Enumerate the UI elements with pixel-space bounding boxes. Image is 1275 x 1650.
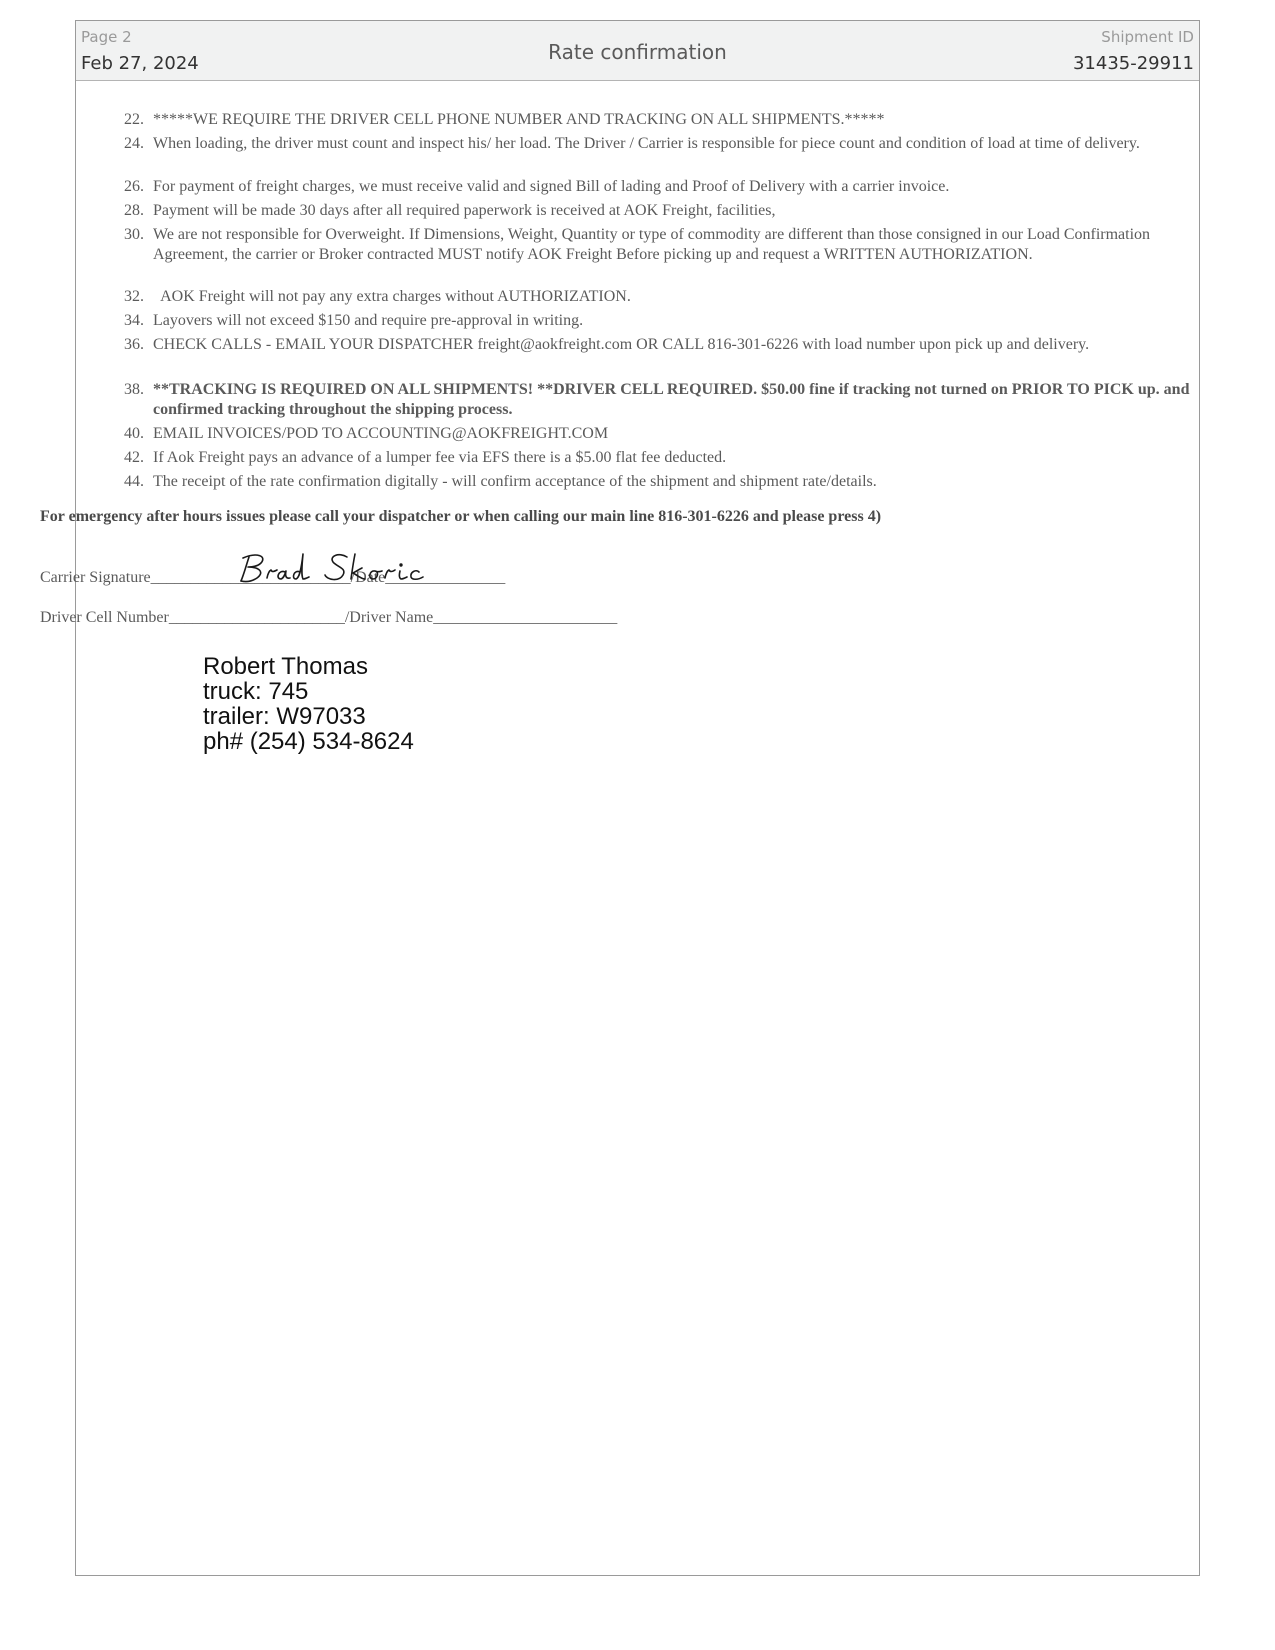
page-number: Page 2	[81, 28, 132, 46]
truck-number: truck: 745	[203, 678, 309, 705]
page-header	[76, 21, 1199, 81]
shipment-id: 31435-29911	[1072, 53, 1194, 74]
term-text: EMAIL INVOICES/POD TO ACCOUNTING@AOKFREIGHT.COM	[153, 425, 609, 442]
document-date: Feb 27, 2024	[81, 53, 199, 74]
document-title: Rate confirmation	[548, 40, 727, 64]
term-text: For payment of freight charges, we must receive valid and signed Bill of lading and Proof of Delivery with a carrier invoice.	[153, 178, 950, 195]
handwritten-signature	[237, 548, 447, 590]
term-text: AOK Freight will not pay any extra charges without AUTHORIZATION.	[153, 288, 631, 305]
term-text: Payment will be made 30 days after all required paperwork is received at AOK Freight, facilities,	[153, 202, 776, 219]
term-text: The receipt of the rate confirmation digitally - will confirm acceptance of the shipment and shipment rate/details.	[153, 473, 877, 490]
term-number: 32.	[124, 288, 144, 305]
term-number: 22.	[124, 111, 144, 128]
term-text: When loading, the driver must count and inspect his/ her load. The Driver / Carrier is responsible for piece count and condition of load at time of delivery.	[153, 135, 1140, 152]
term-text: If Aok Freight pays an advance of a lumper fee via EFS there is a $5.00 flat fee deducted.	[153, 449, 727, 466]
term-number: 28.	[124, 202, 144, 219]
term-text: We are not responsible for Overweight. If Dimensions, Weight, Quantity or type of commodity are different than those consigned in our Load Confirmation Agreement, the carrier or Broker contracted MUST notify AOK Freight Before picking up and request a WRITTEN AUTHORIZATION.	[153, 226, 1151, 263]
term-number: 44.	[124, 473, 144, 490]
carrier-signature-line: Carrier Signature_________________________/Date_______________	[40, 569, 506, 586]
document-frame	[75, 20, 1200, 1576]
term-number: 34.	[124, 312, 144, 329]
trailer-number: trailer: W97033	[203, 703, 366, 730]
term-number: 26.	[124, 178, 144, 195]
term-text: Layovers will not exceed $150 and require pre-approval in writing.	[153, 312, 584, 329]
term-number: 38.	[124, 381, 144, 398]
term-number: 40.	[124, 425, 144, 442]
driver-info-block	[203, 654, 414, 754]
term-text: **TRACKING IS REQUIRED ON ALL SHIPMENTS! **DRIVER CELL REQUIRED. $50.00 fine if tracking not turned on PRIOR TO PICK up. and confirmed tracking throughout the shipping process.	[153, 381, 1190, 418]
term-number: 30.	[124, 226, 144, 243]
term-number: 36.	[124, 336, 144, 353]
emergency-note: For emergency after hours issues please call your dispatcher or when calling our main line 816-301-6226 and please press 4)	[40, 508, 882, 525]
driver-phone: ph# (254) 534-8624	[203, 728, 414, 755]
term-text: *****WE REQUIRE THE DRIVER CELL PHONE NUMBER AND TRACKING ON ALL SHIPMENTS.*****	[153, 111, 885, 128]
term-number: 42.	[124, 449, 144, 466]
driver-cell-line: Driver Cell Number______________________/Driver Name_______________________	[40, 609, 618, 626]
shipment-id-label: Shipment ID	[1101, 28, 1194, 46]
term-text: CHECK CALLS - EMAIL YOUR DISPATCHER freight@aokfreight.com OR CALL 816-301-6226 with load number upon pick up and delivery.	[153, 336, 1090, 353]
term-number: 24.	[124, 135, 144, 152]
driver-name: Robert Thomas	[203, 653, 368, 680]
